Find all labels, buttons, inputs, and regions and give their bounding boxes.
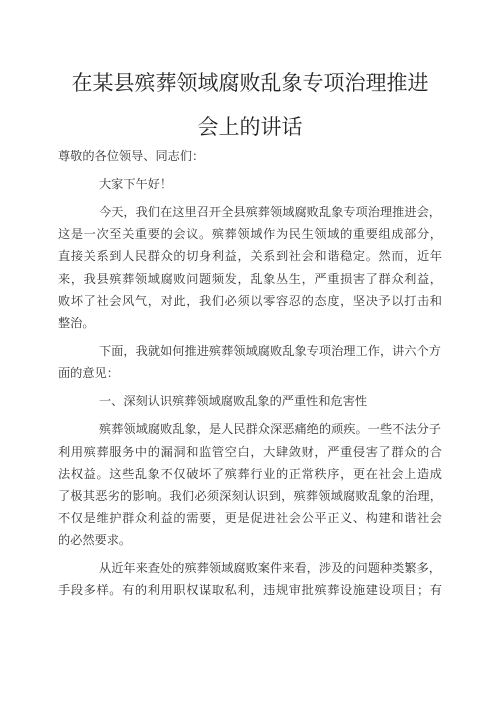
section-heading: 一、深刻认识殡葬领域腐败乱象的严重性和危害性: [99, 394, 368, 408]
paragraph-line: 从近年来查处的殡葬领域腐败案件来看，涉及的问题种类繁多，: [99, 561, 441, 575]
paragraph-line: 利用殡葬服务中的漏洞和监管空白，大肆敛财，严重侵害了群众的合: [58, 445, 442, 459]
paragraph-line: 整治。: [58, 316, 95, 330]
paragraph-line: 的必然要求。: [58, 533, 132, 547]
paragraph-line: 法权益。这些乱象不仅破坏了殡葬行业的正常秩序，更在社会上造成: [58, 467, 442, 481]
paragraph-line: 来，我县殡葬领域腐败问题频发，乱象丛生，严重损害了群众利益，: [58, 272, 442, 286]
paragraph-line: 面的意见：: [58, 366, 119, 380]
document-title-line-1: 在某县殡葬领域腐败乱象专项治理推进: [71, 71, 429, 95]
paragraph-line: 这是一次至关重要的会议。殡葬领域作为民生领域的重要组成部分，: [58, 227, 442, 241]
paragraph-line: 不仅是维护群众利益的需要，更是促进社会公平正义、构建和谐社会: [58, 511, 442, 525]
paragraph-line: 败坏了社会风气，对此，我们必须以零容忍的态度，坚决予以打击和: [58, 294, 442, 308]
paragraph-line: 手段多样。有的利用职权谋取私利，违规审批殡葬设施建设项目；有: [58, 583, 442, 597]
greeting: 大家下午好！: [99, 177, 173, 191]
paragraph-line: 殡葬领域腐败乱象，是人民群众深恶痛绝的顽疾。一些不法分子: [99, 422, 441, 436]
paragraph-line: 下面，我就如何推进殡葬领域腐败乱象专项治理工作，讲六个方: [99, 344, 441, 358]
document-title-line-2: 会上的讲话: [197, 115, 303, 139]
paragraph-line: 直接关系到人民群众的切身利益，关系到社会和谐稳定。然而，近年: [58, 249, 442, 263]
salutation: 尊敬的各位领导、同志们：: [58, 149, 205, 163]
paragraph-line: 了极其恶劣的影响。我们必须深刻认识到，殡葬领域腐败乱象的治理，: [58, 489, 442, 503]
paragraph-line: 今天，我们在这里召开全县殡葬领域腐败乱象专项治理推进会，: [99, 205, 441, 219]
